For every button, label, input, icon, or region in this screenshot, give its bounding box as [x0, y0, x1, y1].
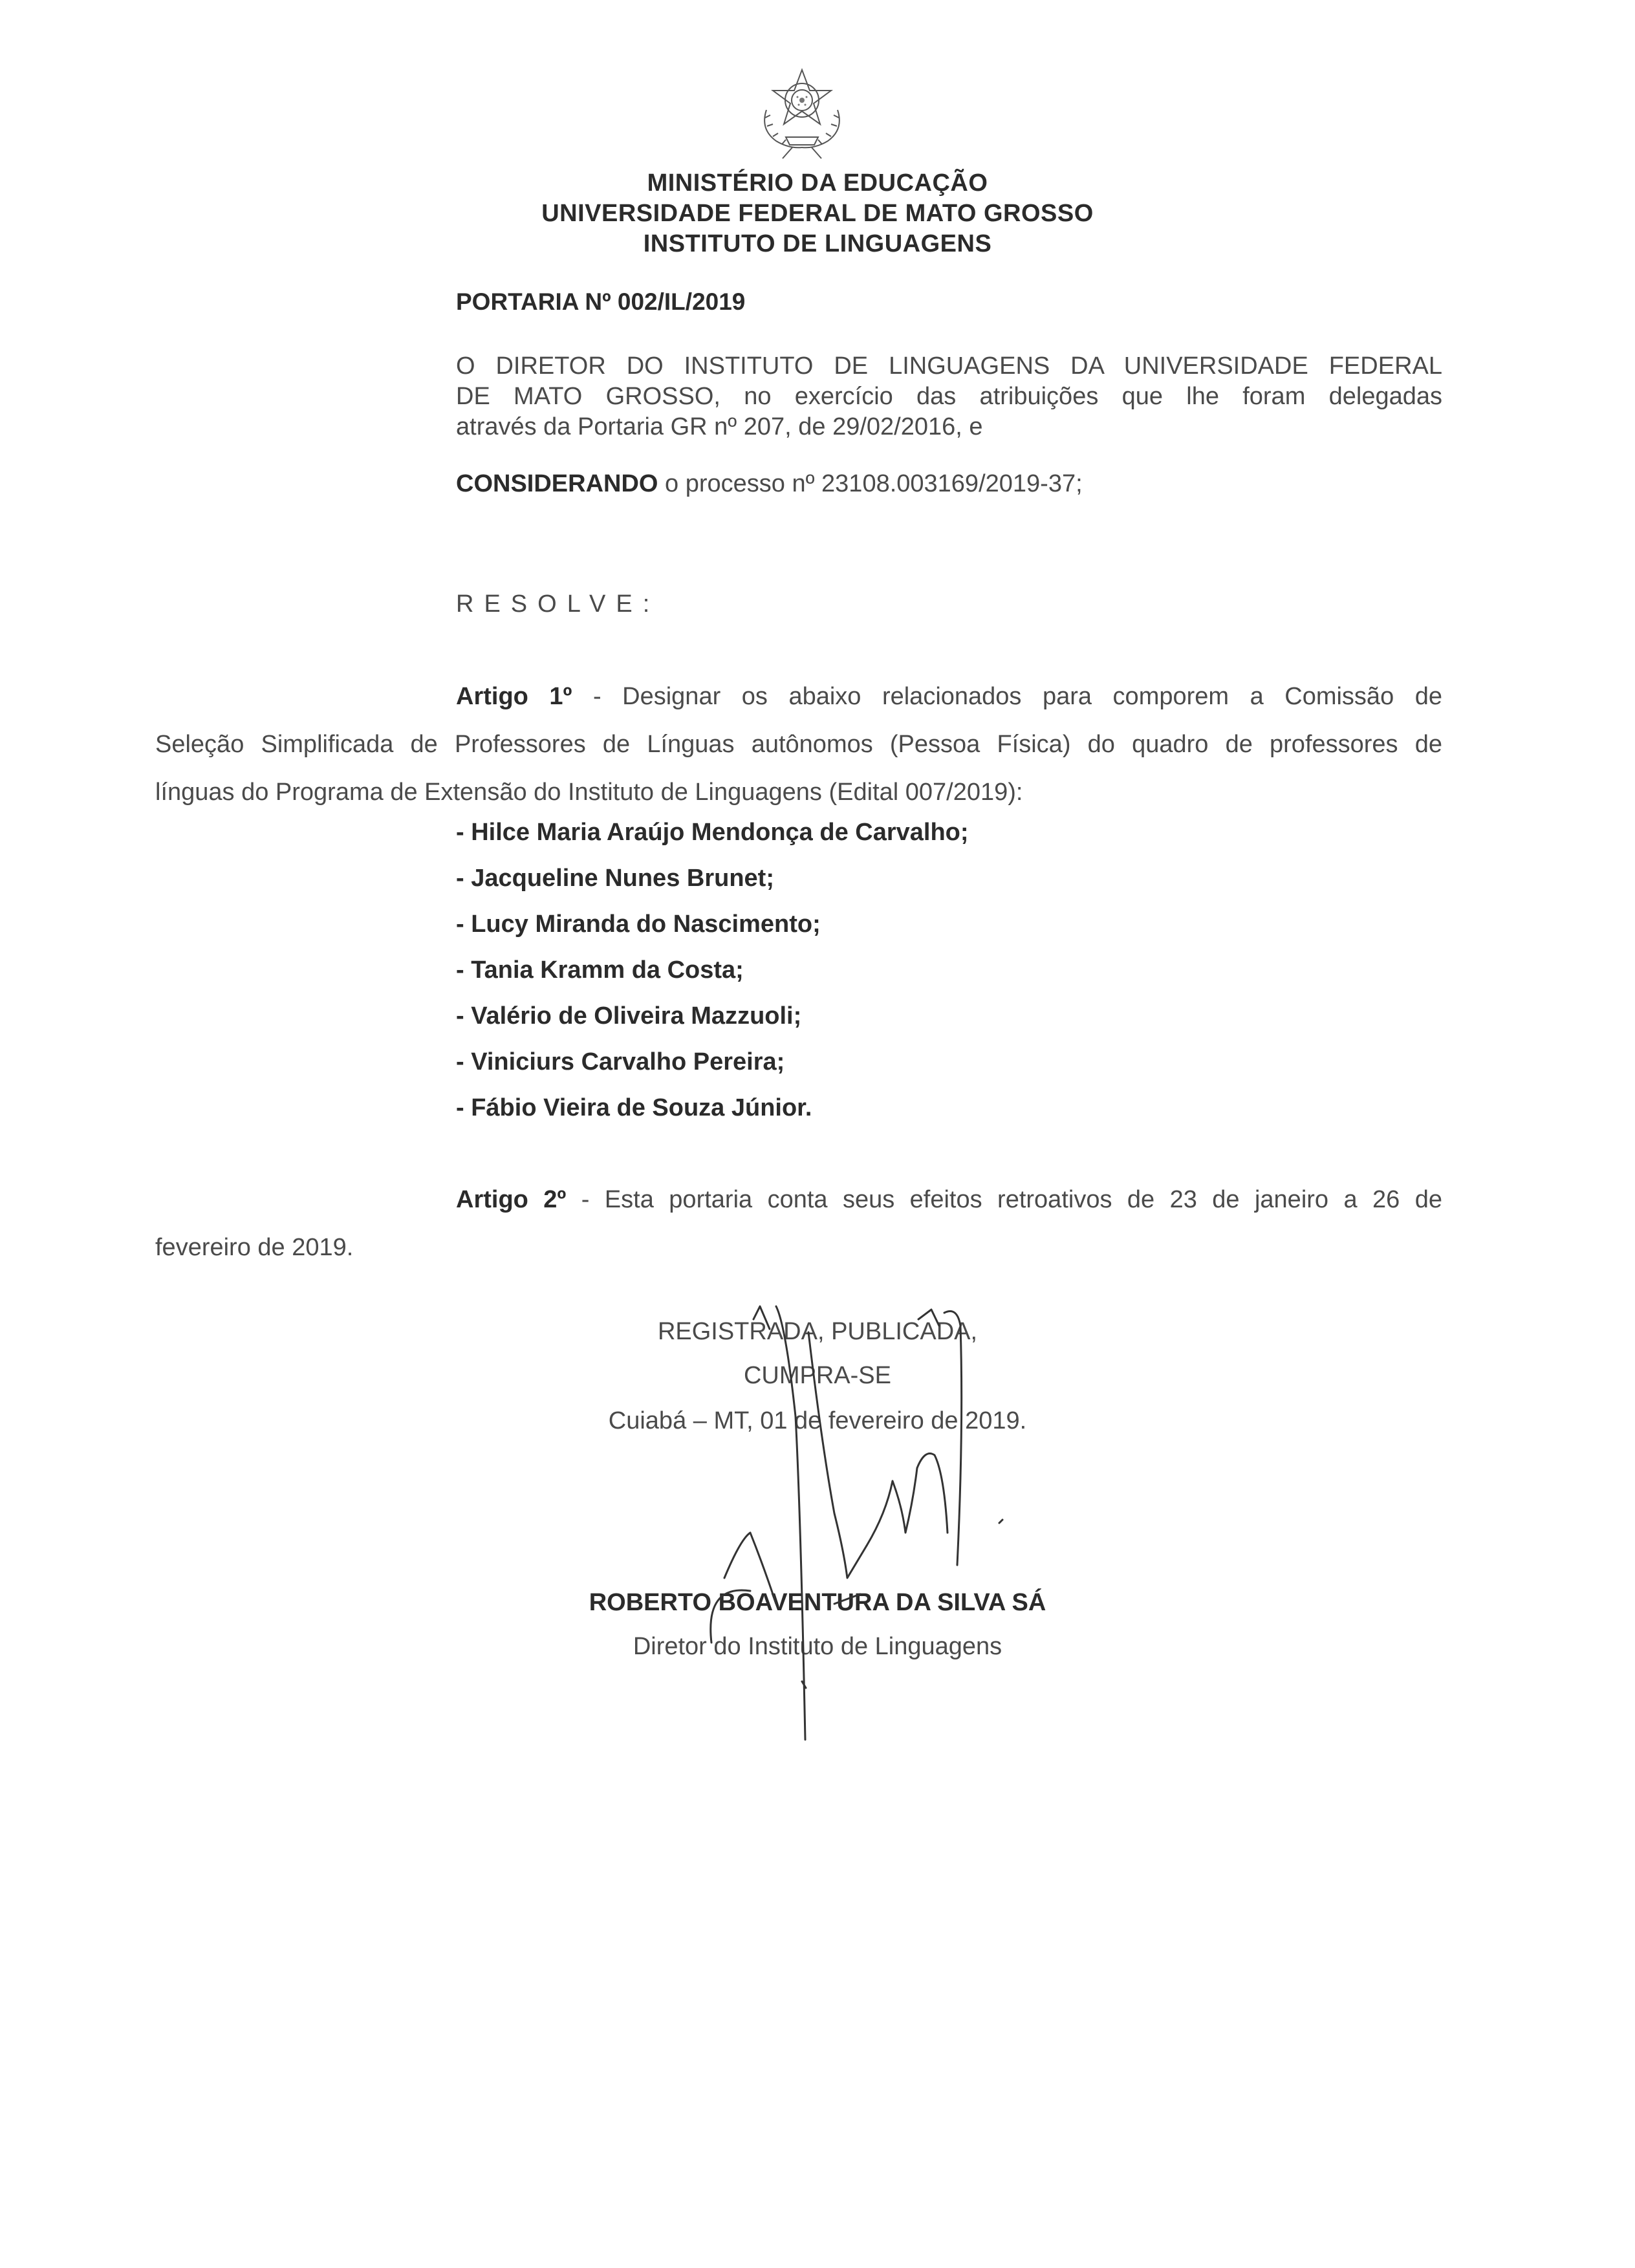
- committee-members-list: [456, 810, 969, 1131]
- preamble-line-2: DE MATO GROSSO, no exercício das atribuições que lhe foram delegadas: [456, 383, 1442, 410]
- artigo-2-label: Artigo 2º: [456, 1186, 567, 1213]
- preamble-line-3: através da Portaria GR nº 207, de 29/02/2016, e: [456, 413, 983, 440]
- artigo-2-text-1: - Esta portaria conta seus efeitos retroativos de 23 de janeiro a 26 de: [581, 1186, 1443, 1213]
- considerando-label: CONSIDERANDO: [456, 470, 658, 497]
- institute-heading: INSTITUTO DE LINGUAGENS: [643, 230, 992, 257]
- artigo-1-label: Artigo 1º: [456, 683, 572, 710]
- signatory-name: ROBERTO BOAVENTURA DA SILVA SÁ: [589, 1589, 1046, 1616]
- artigo-1-line-2: Seleção Simplificada de Professores de Línguas autônomos (Pessoa Física) do quadro de professores de: [155, 731, 1442, 758]
- artigo-1-line-3: línguas do Programa de Extensão do Instituto de Linguagens (Edital 007/2019):: [155, 779, 1023, 806]
- closing-line-1: REGISTRADA, PUBLICADA,: [657, 1318, 978, 1345]
- list-item: - Tania Kramm da Costa;: [456, 956, 744, 984]
- considerando-clause: [456, 470, 1083, 498]
- artigo-2-line-2: fevereiro de 2019.: [155, 1234, 354, 1261]
- list-item: - Fábio Vieira de Souza Júnior.: [456, 1094, 812, 1121]
- preamble: [456, 351, 1442, 442]
- list-item: - Valério de Oliveira Mazzuoli;: [456, 1002, 802, 1030]
- signatory-role: Diretor do Instituto de Linguagens: [633, 1633, 1002, 1660]
- ministry-heading: MINISTÉRIO DA EDUCAÇÃO: [647, 169, 988, 197]
- list-item: - Lucy Miranda do Nascimento;: [456, 911, 821, 938]
- closing-line-2: CUMPRA-SE: [743, 1362, 892, 1389]
- preamble-line-1: O DIRETOR DO INSTITUTO DE LINGUAGENS DA UNIVERSIDADE FEDERAL: [456, 352, 1442, 380]
- university-heading: UNIVERSIDADE FEDERAL DE MATO GROSSO: [541, 200, 1094, 227]
- artigo-1-line-1: [155, 673, 1442, 720]
- considerando-text: o processo nº 23108.003169/2019-37;: [665, 470, 1083, 497]
- portaria-title: PORTARIA Nº 002/IL/2019: [456, 288, 746, 315]
- artigo-2-line-1: [155, 1176, 1442, 1224]
- artigo-1-text-1: - Designar os abaixo relacionados para comporem a Comissão de: [592, 683, 1443, 710]
- closing-date: Cuiabá – MT, 01 de fevereiro de 2019.: [608, 1407, 1027, 1434]
- artigo-1: [155, 673, 1442, 816]
- resolve-heading: RESOLVE:: [456, 590, 660, 618]
- brazil-coat-of-arms-icon: [747, 65, 857, 162]
- artigo-2: [155, 1176, 1442, 1271]
- list-item: - Viniciurs Carvalho Pereira;: [456, 1048, 785, 1075]
- list-item: - Jacqueline Nunes Brunet;: [456, 865, 774, 892]
- list-item: - Hilce Maria Araújo Mendonça de Carvalho;: [456, 819, 969, 846]
